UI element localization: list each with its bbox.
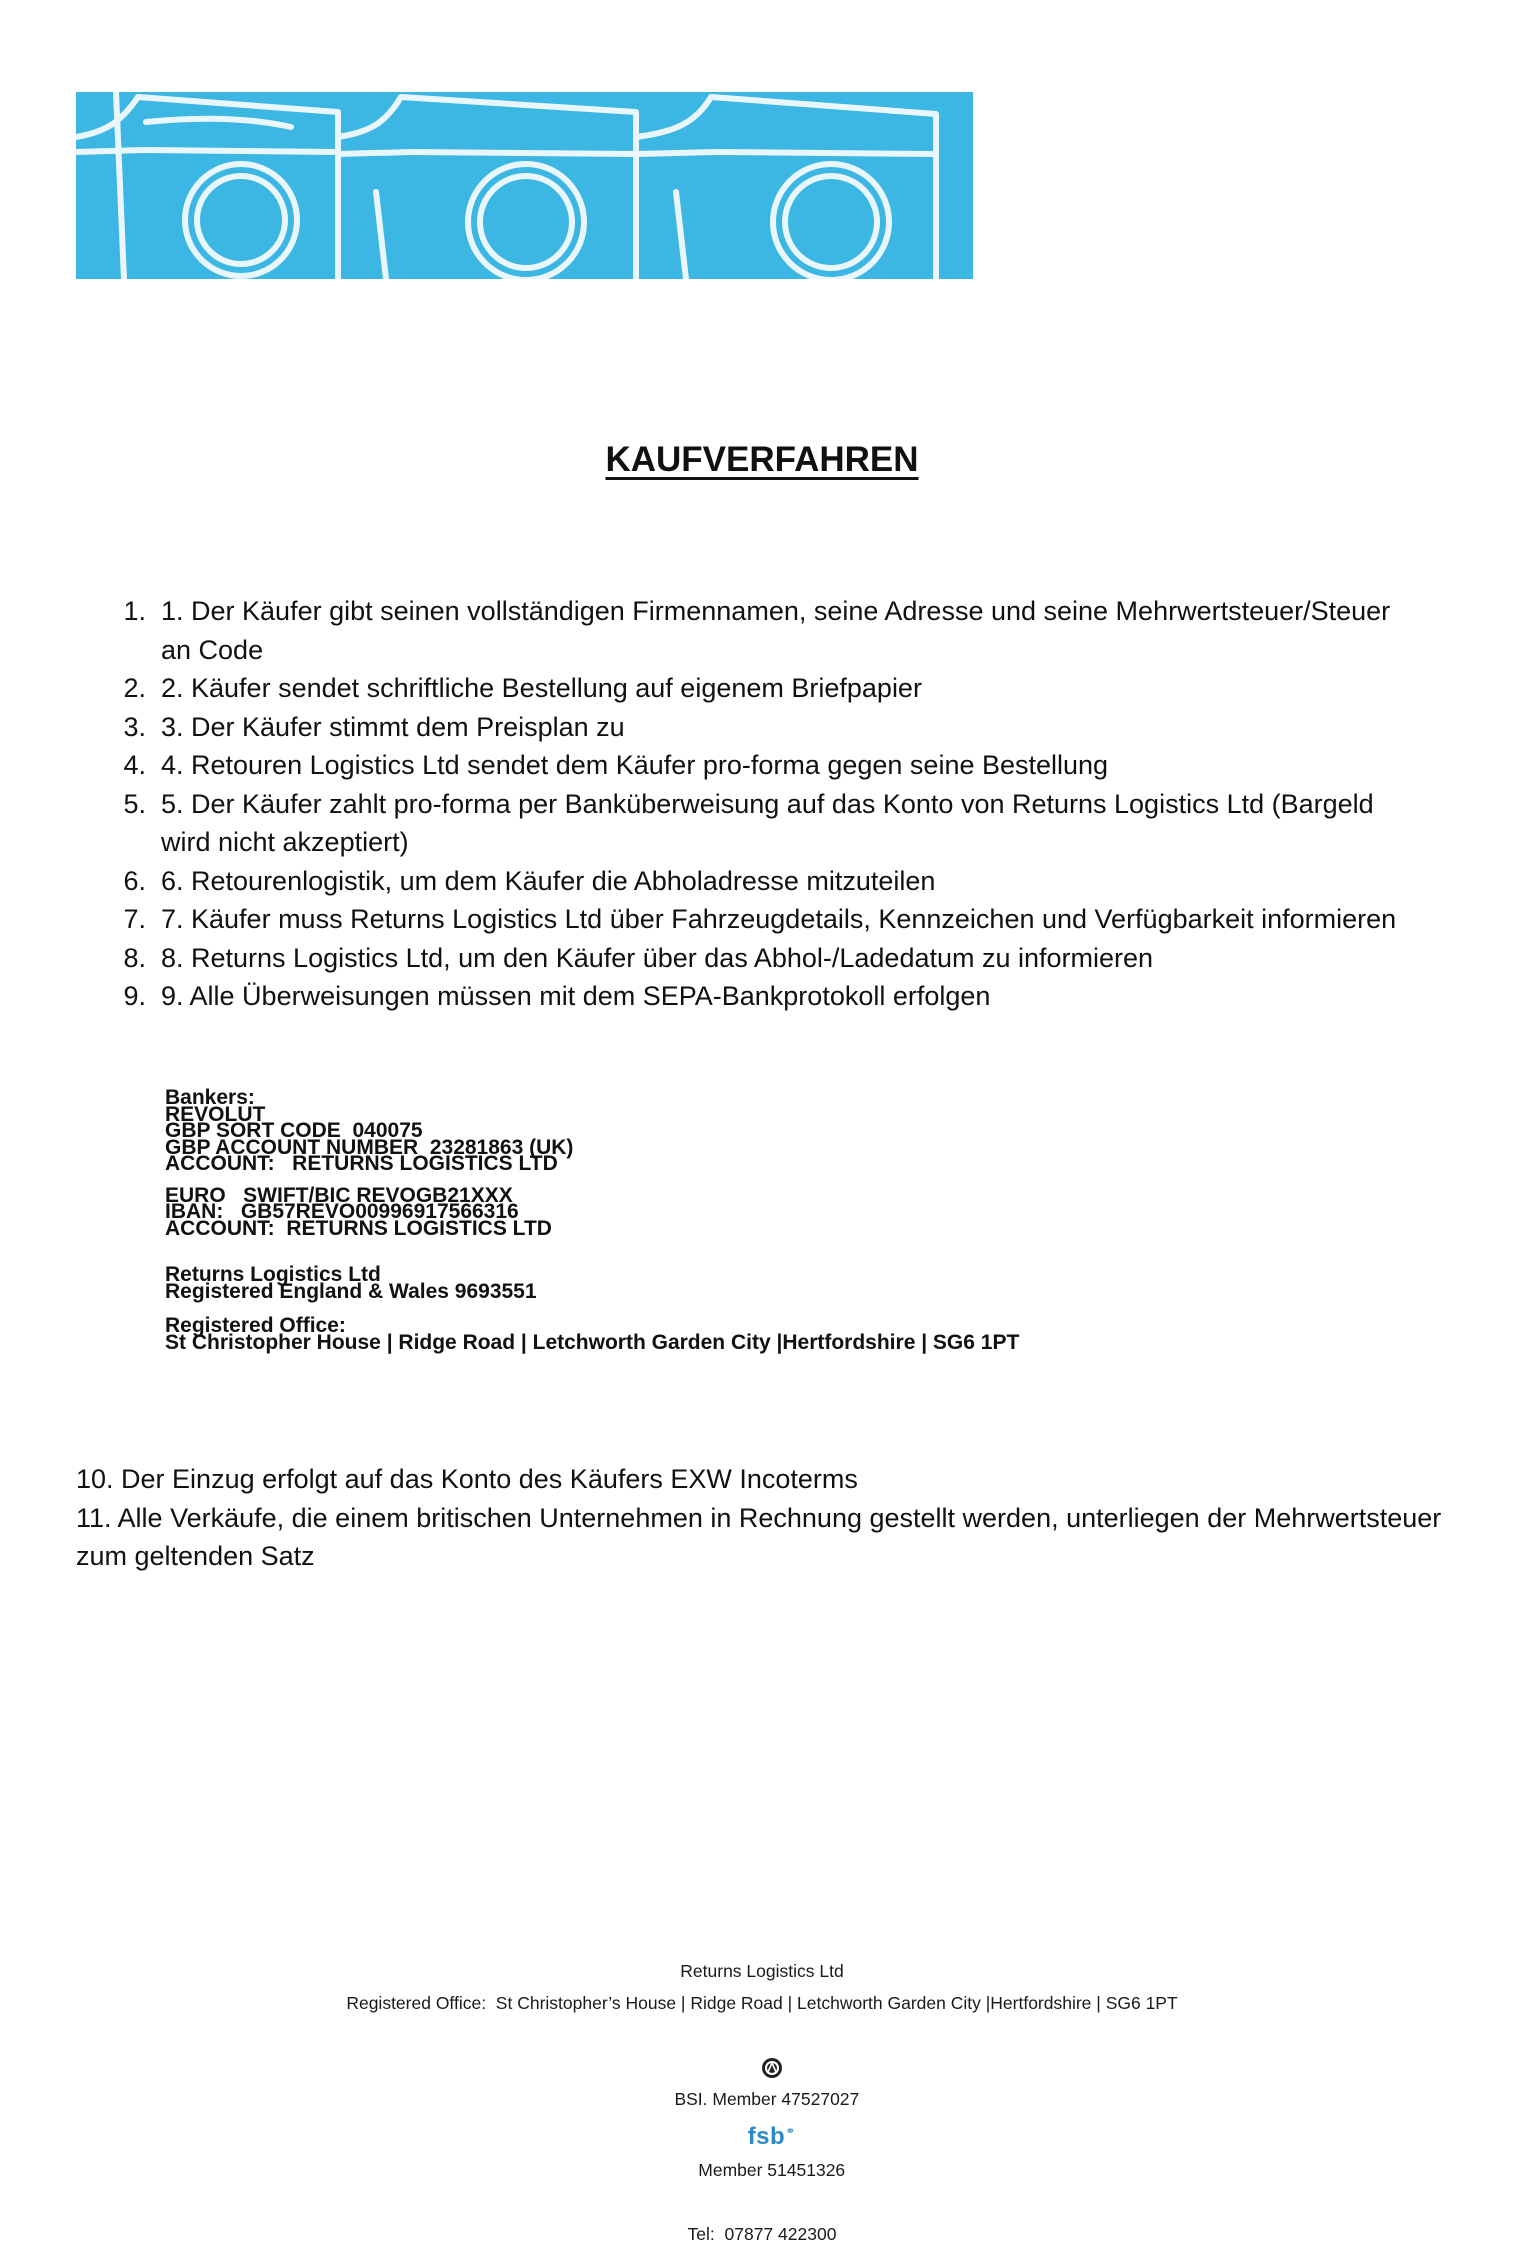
office-label: Registered Office: xyxy=(165,1314,346,1337)
list-item-text: 6. Retourenlogistik, um dem Käufer die Abholadresse mitzuteilen xyxy=(161,865,936,896)
note-11: 11. Alle Verkäufe, die einem britischen Unternehmen in Rechnung gestellt werden, unterliegen der Mehrwertsteuer zum geltenden Satz xyxy=(76,1502,1442,1571)
fsb-logo-mark-icon: ⚭ xyxy=(785,2124,796,2138)
list-item-text: 5. Der Käufer zahlt pro-forma per Banküberweisung auf das Konto von Returns Logistics Ltd (Bargeld wird nicht akzeptiert) xyxy=(161,788,1374,857)
list-item-number: 2. xyxy=(123,673,146,703)
list-item-text: 4. Retouren Logistics Ltd sendet dem Käufer pro-forma gegen seine Bestellung xyxy=(161,750,1109,780)
sort-code: GBP SORT CODE 040075 xyxy=(165,1119,423,1142)
fsb-logo-text: fsb xyxy=(747,2123,786,2150)
list-item xyxy=(76,862,1406,901)
list-item-number: 8. xyxy=(123,942,146,973)
purchase-steps-list xyxy=(76,592,1406,1016)
list-item xyxy=(76,746,1406,785)
list-item xyxy=(76,900,1406,939)
list-item-number: 9. xyxy=(123,981,146,1011)
footer-company: Returns Logistics Ltd xyxy=(680,1961,844,1981)
bank-details xyxy=(165,1086,1165,1354)
bsi-logo-icon xyxy=(761,2057,783,2079)
company-registration: Registered England & Wales 9693551 xyxy=(165,1279,537,1303)
list-item xyxy=(76,708,1406,747)
office-address: St Christopher House | Ridge Road | Letchworth Garden City |Hertfordshire | SG6 1PT xyxy=(165,1330,1020,1354)
iban: IBAN: GB57REVO00996917566316 xyxy=(165,1200,519,1223)
note-10: 10. Der Einzug erfolgt auf das Konto des Käufers EXW Incoterms xyxy=(76,1464,858,1494)
footer-registered-office: Registered Office: St Christopher’s House | Ridge Road | Letchworth Garden City |Hertfordshire | SG6 1PT xyxy=(346,1993,1178,2013)
list-item xyxy=(76,669,1406,708)
list-item-text: 3. Der Käufer stimmt dem Preisplan zu xyxy=(161,711,625,742)
list-item xyxy=(76,939,1406,978)
bank-name: REVOLUT xyxy=(165,1102,266,1126)
list-item-text: 8. Returns Logistics Ltd, um den Käufer über das Abhol-/Ladedatum zu informieren xyxy=(161,942,1154,973)
page-title: KAUFVERFAHREN xyxy=(605,440,919,479)
list-item-number: 7. xyxy=(123,904,146,934)
company-name: Returns Logistics Ltd xyxy=(165,1263,381,1286)
fsb-logo xyxy=(748,2123,796,2150)
footer-telephone: Tel: 07877 422300 xyxy=(687,2224,837,2244)
list-item xyxy=(76,592,1406,669)
account-number: GBP ACCOUNT NUMBER 23281863 (UK) xyxy=(165,1135,574,1159)
bsi-member: BSI. Member 47527027 xyxy=(674,2089,860,2109)
header-banner xyxy=(76,92,973,279)
list-item-number: 4. xyxy=(123,750,146,780)
account-name-eur: ACCOUNT: RETURNS LOGISTICS LTD xyxy=(165,1216,552,1240)
list-item-text: 7. Käufer muss Returns Logistics Ltd über Fahrzeugdetails, Kennzeichen und Verfügbarkeit informieren xyxy=(161,904,1397,934)
list-item-text: 1. Der Käufer gibt seinen vollständigen Firmennamen, seine Adresse und seine Mehrwertsteuer/Steuer an Code xyxy=(161,596,1391,665)
list-item-number: 3. xyxy=(123,711,146,742)
list-item-number: 1. xyxy=(123,596,146,626)
list-item-number: 6. xyxy=(123,865,146,896)
list-item xyxy=(76,785,1406,862)
footer-memberships xyxy=(0,2019,1524,2218)
bankers-label: Bankers: xyxy=(165,1086,255,1109)
list-item-number: 5. xyxy=(123,788,146,819)
fsb-member: Member 51451326 xyxy=(698,2160,846,2180)
washing-machine-banner-icon xyxy=(76,92,973,279)
swift-code: EURO SWIFT/BIC REVOGB21XXX xyxy=(165,1183,513,1207)
list-item xyxy=(76,977,1406,1016)
list-item-text: 2. Käufer sendet schriftliche Bestellung auf eigenem Briefpapier xyxy=(161,673,922,703)
closing-notes xyxy=(76,1460,1456,1576)
list-item-text: 9. Alle Überweisungen müssen mit dem SEPA-Bankprotokoll erfolgen xyxy=(161,981,991,1011)
page-footer xyxy=(0,1955,1524,2250)
account-name-gbp: ACCOUNT: RETURNS LOGISTICS LTD xyxy=(165,1152,558,1175)
